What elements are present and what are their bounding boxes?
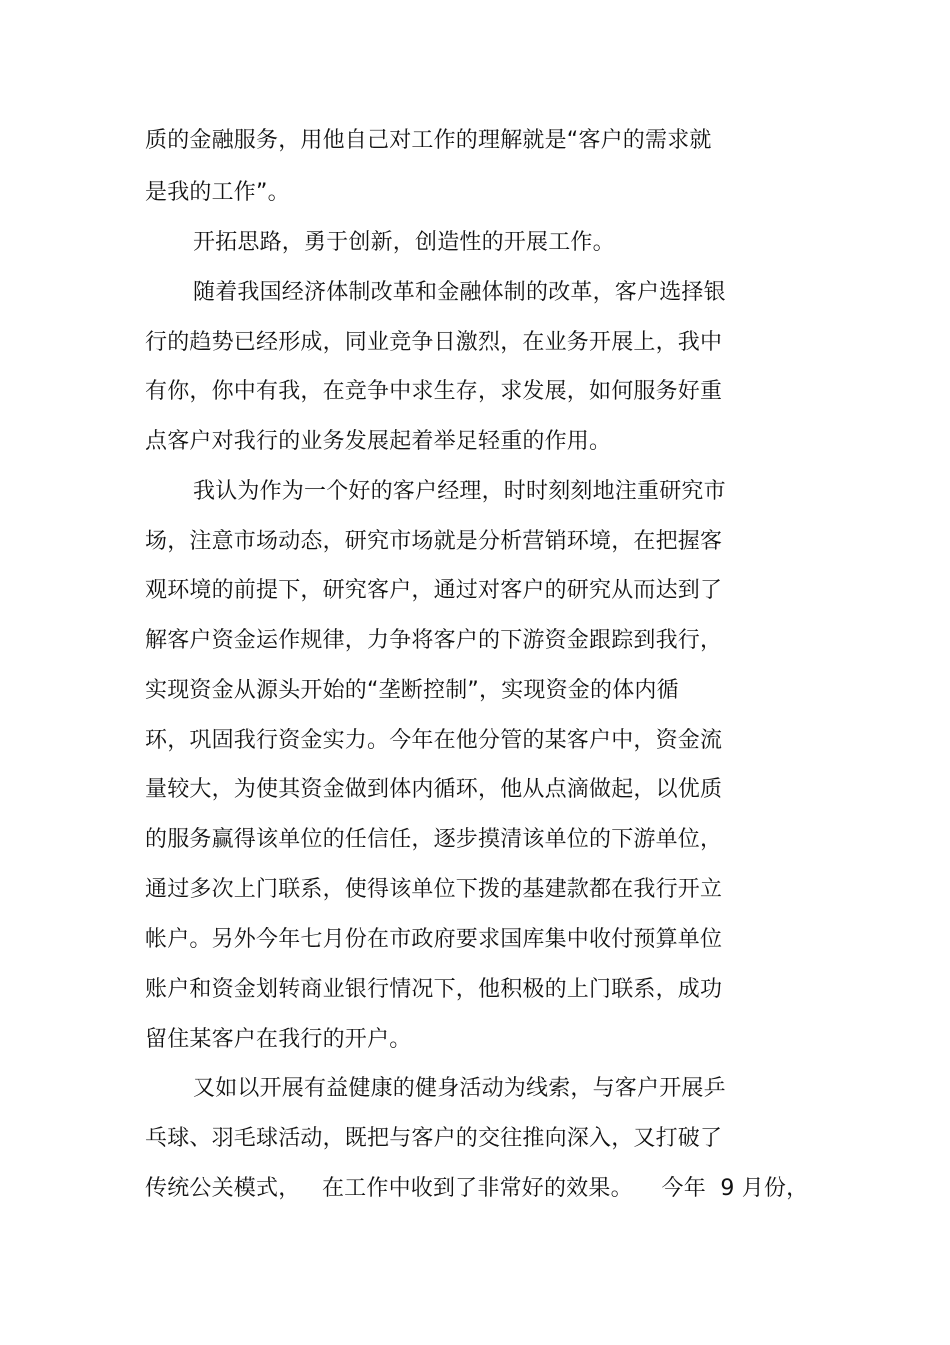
- text-line: 留住某客户在我行的开户。: [145, 1027, 412, 1052]
- text-line: 传统公关模式， 在工作中收到了非常好的效果。 今年 9 月份，: [145, 1176, 809, 1201]
- text-line: 点客户对我行的业务发展起着举足轻重的作用。: [145, 429, 612, 454]
- text-line: 行的趋势已经形成，同业竞争日激烈，在业务开展上，我中: [145, 330, 723, 355]
- text-line: 账户和资金划转商业银行情况下，他积极的上门联系，成功: [145, 977, 723, 1002]
- text-line: 乓球、羽毛球活动，既把与客户的交往推向深入，又打破了: [145, 1126, 723, 1151]
- text-line: 场，注意市场动态，研究市场就是分析营销环境，在把握客: [145, 529, 723, 554]
- text-line: 的服务赢得该单位的任信任，逐步摸清该单位的下游单位，: [145, 827, 723, 852]
- text-line: 质的金融服务，用他自己对工作的理解就是“客户的需求就: [145, 128, 712, 153]
- text-line: 量较大，为使其资金做到体内循环，他从点滴做起，以优质: [145, 777, 723, 802]
- text-line: 观环境的前提下，研究客户，通过对客户的研究从而达到了: [145, 578, 723, 603]
- text-line: 有你，你中有我，在竞争中求生存，求发展，如何服务好重: [145, 379, 723, 404]
- text-line: 环，巩固我行资金实力。今年在他分管的某客户中，资金流: [145, 728, 723, 753]
- text-line: 通过多次上门联系，使得该单位下拨的基建款都在我行开立: [145, 877, 723, 902]
- text-line: 我认为作为一个好的客户经理，时时刻刻地注重研究市: [193, 479, 726, 504]
- text-line: 开拓思路，勇于创新，创造性的开展工作。: [193, 230, 615, 255]
- text-line: 解客户资金运作规律，力争将客户的下游资金跟踪到我行，: [145, 628, 723, 653]
- text-line: 实现资金从源头开始的“垄断控制”，实现资金的体内循: [145, 678, 679, 703]
- text-line: 随着我国经济体制改革和金融体制的改革，客户选择银: [193, 280, 726, 305]
- text-line: 又如以开展有益健康的健身活动为线索，与客户开展乒: [193, 1076, 726, 1101]
- text-line: 是我的工作”。: [145, 180, 290, 205]
- text-line: 帐户。另外今年七月份在市政府要求国库集中收付预算单位: [145, 927, 723, 952]
